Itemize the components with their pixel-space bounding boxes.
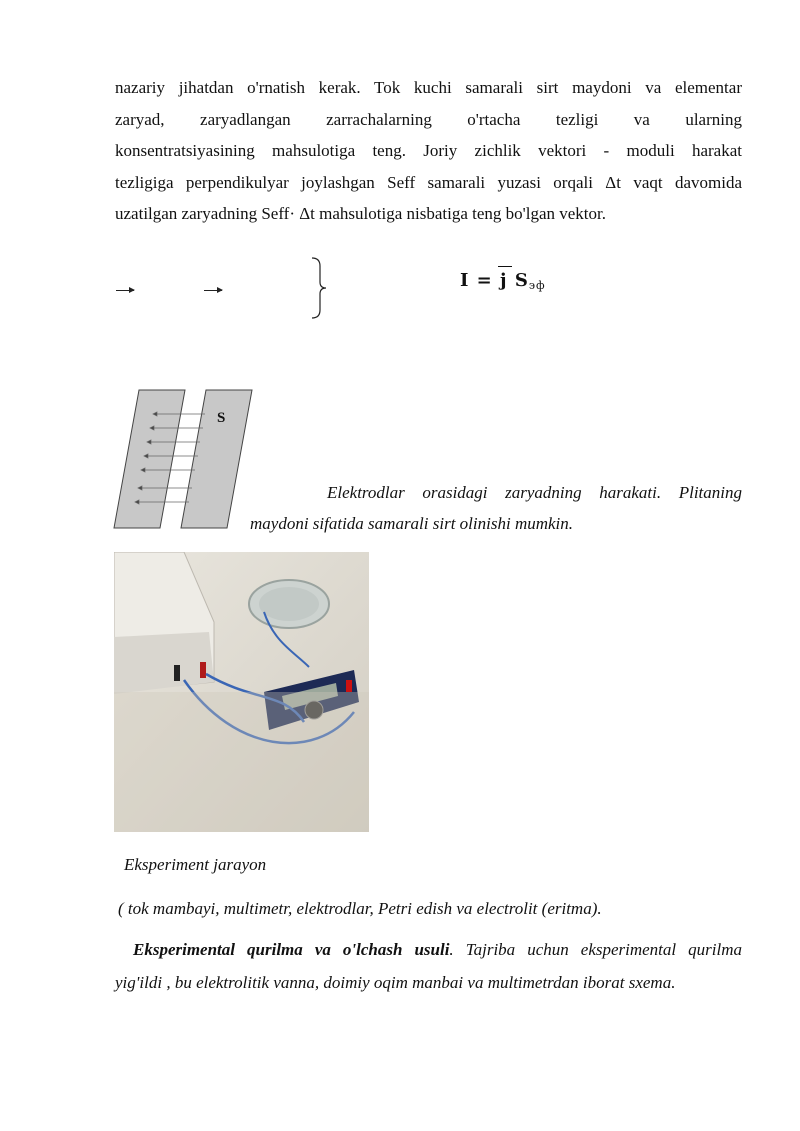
plates-caption	[250, 477, 742, 539]
paragraph-line: uzatilgan zaryadning Seff· Δt mahsulotiga nisbatiga teng bo'lgan vektor.	[115, 204, 606, 223]
body-paragraph	[115, 72, 742, 230]
formula-symbol: S	[514, 270, 529, 291]
paragraph-line: zaryad, zaryadlangan zarrachalarning o'rtacha tezligi va ularning	[115, 109, 742, 129]
photo-caption-subtitle: ( tok mambayi, multimetr, elektrodlar, Petri edish va electrolit (eritma).	[118, 899, 602, 918]
paragraph-line: nazariy jihatdan o'rnatish kerak. Tok kuchi samarali sirt maydoni va elementar	[115, 78, 742, 97]
photo-caption-title: Eksperiment jarayon	[124, 855, 267, 874]
electrode-plates-figure	[113, 388, 255, 530]
vector-arrow-icon	[116, 290, 134, 291]
experiment-photo	[114, 552, 369, 832]
caption-line: maydoni sifatida samarali sirt olinishi mumkin.	[250, 514, 574, 533]
method-paragraph	[115, 933, 742, 999]
method-heading: Eksperimental qurilma va o'lchash usuli	[133, 940, 450, 959]
left-plate	[114, 390, 185, 528]
paragraph-line: konsentratsiyasining mahsulotiga teng. Joriy zichlik vektori - moduli harakat	[115, 141, 742, 160]
method-line	[115, 933, 742, 966]
method-line-rest: . Tajriba uchun eksperimental qurilma	[449, 940, 743, 959]
plate-area-label: S	[217, 410, 226, 426]
vector-arrow-icon	[204, 290, 222, 291]
formula-subscript: эф	[528, 279, 546, 292]
caption-line: Elektrodlar orasidagi zaryadning harakati. Plitaning	[327, 483, 742, 502]
formula-vector-j: j	[500, 270, 508, 291]
paragraph-line: tezligiga perpendikulyar joylashgan Seff samarali yuzasi orqali Δt vaqt davomida	[115, 172, 742, 192]
current-formula	[460, 270, 546, 292]
method-line: yig'ildi , bu elektrolitik vanna, doimiy oqim manbai va multimetrdan iborat sxema.	[115, 973, 676, 992]
brace-icon	[308, 256, 330, 320]
formula-lhs: I =	[460, 270, 501, 291]
